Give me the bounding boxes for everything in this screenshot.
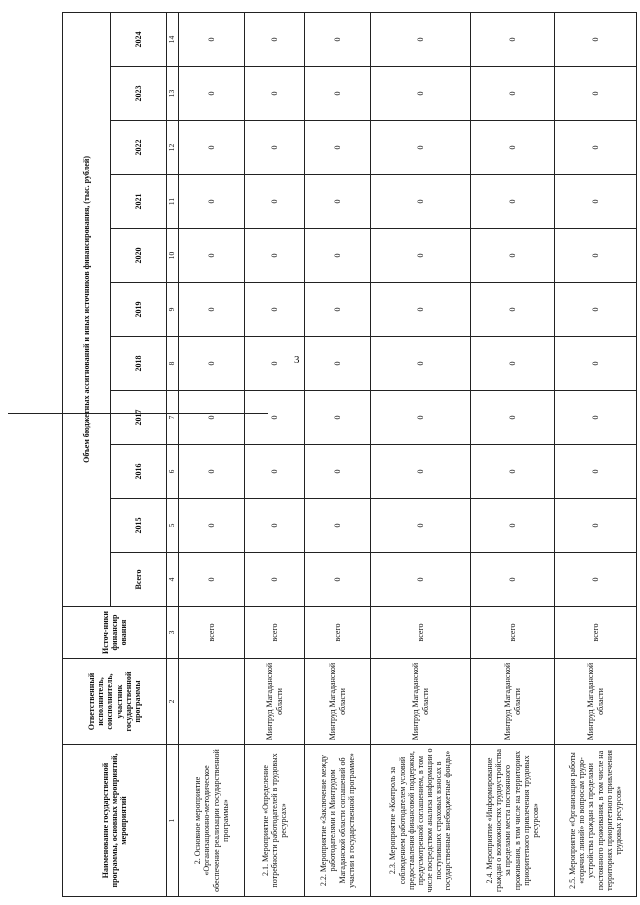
value-cell: 0 <box>179 445 245 499</box>
executor-cell: Минтруд Магаданской области <box>305 659 371 745</box>
activity-name: 2.1. Мероприятие «Определение потребности работодателей в трудовых ресурсах» <box>245 745 305 897</box>
page-number: 3 <box>294 354 300 366</box>
table-body <box>179 12 637 896</box>
value-cell: 0 <box>371 12 471 66</box>
column-number: 12 <box>167 121 179 175</box>
value-cell: 0 <box>305 553 371 607</box>
source-cell: всего <box>245 607 305 659</box>
table-row <box>371 12 471 896</box>
value-cell: 0 <box>555 12 637 66</box>
funding-table <box>62 12 637 897</box>
value-cell: 0 <box>179 121 245 175</box>
value-cell: 0 <box>555 175 637 229</box>
column-number: 5 <box>167 499 179 553</box>
column-number: 2 <box>167 659 179 745</box>
activity-name: 2. Основное мероприятие «Организационно-методическое обеспечение реализации государственной программы» <box>179 745 245 897</box>
value-cell: 0 <box>371 229 471 283</box>
header-year: 2018 <box>111 337 167 391</box>
executor-cell <box>179 659 245 745</box>
table-row <box>471 12 555 896</box>
executor-cell: Минтруд Магаданской области <box>471 659 555 745</box>
value-cell: 0 <box>179 12 245 66</box>
column-number: 9 <box>167 283 179 337</box>
value-cell: 0 <box>555 67 637 121</box>
value-cell: 0 <box>245 121 305 175</box>
value-cell: 0 <box>305 12 371 66</box>
value-cell: 0 <box>305 283 371 337</box>
activity-name: 2.5. Мероприятие «Организация работы «горячих линий» по вопросам трудо-устройства граждан за пределами постоянного проживания, в том числе на территориях приоритетного привлечения трудовых ресурсов» <box>555 745 637 897</box>
value-cell: 0 <box>371 553 471 607</box>
value-cell: 0 <box>371 283 471 337</box>
value-cell: 0 <box>371 175 471 229</box>
value-cell: 0 <box>179 283 245 337</box>
value-cell: 0 <box>555 121 637 175</box>
value-cell: 0 <box>471 553 555 607</box>
column-number: 8 <box>167 337 179 391</box>
value-cell: 0 <box>471 445 555 499</box>
value-cell: 0 <box>179 175 245 229</box>
column-number: 11 <box>167 175 179 229</box>
rotated-table-container <box>62 13 623 897</box>
header-year: 2023 <box>111 67 167 121</box>
value-cell: 0 <box>305 121 371 175</box>
header-funding-group: Объем бюджетных ассигнований и иных источников финансирования, (тыс. рублей) <box>63 12 111 606</box>
value-cell: 0 <box>245 391 305 445</box>
executor-cell: Минтруд Магаданской области <box>245 659 305 745</box>
value-cell: 0 <box>371 499 471 553</box>
value-cell: 0 <box>245 337 305 391</box>
header-year: 2017 <box>111 391 167 445</box>
column-number: 10 <box>167 229 179 283</box>
value-cell: 0 <box>471 67 555 121</box>
value-cell: 0 <box>471 12 555 66</box>
header-total: Всего <box>111 553 167 607</box>
value-cell: 0 <box>555 499 637 553</box>
value-cell: 0 <box>179 391 245 445</box>
table-row <box>555 12 637 896</box>
value-cell: 0 <box>245 229 305 283</box>
table-row <box>179 12 245 896</box>
source-cell: всего <box>371 607 471 659</box>
activity-name: 2.4. Мероприятие «Информирование граждан о возможностях трудоустройства за пределами места постоянного проживания, в том числе на территориях приоритетного привлечения трудовых ресурсов» <box>471 745 555 897</box>
value-cell: 0 <box>305 337 371 391</box>
value-cell: 0 <box>179 499 245 553</box>
value-cell: 0 <box>179 337 245 391</box>
header-name: Наименование государственной программы, основных мероприятий, мероприятий <box>63 745 167 897</box>
value-cell: 0 <box>555 229 637 283</box>
value-cell: 0 <box>245 499 305 553</box>
header-year: 2015 <box>111 499 167 553</box>
value-cell: 0 <box>471 229 555 283</box>
value-cell: 0 <box>555 337 637 391</box>
value-cell: 0 <box>471 391 555 445</box>
header-source: Источ-ники финансир ования <box>63 607 167 659</box>
column-number: 1 <box>167 745 179 897</box>
value-cell: 0 <box>245 553 305 607</box>
executor-cell: Минтруд Магаданской области <box>555 659 637 745</box>
source-cell: всего <box>555 607 637 659</box>
activity-name: 2.3. Мероприятие «Контроль за соблюдением работодателем условий предоставления финансовой поддержки, предусмотренной соглашением, в том числе посредством анализа информации о поступивших страховых взносах в государственные внебюджетные фонды» <box>371 745 471 897</box>
value-cell: 0 <box>555 391 637 445</box>
header-executor: Ответственный исполнитель, соисполнитель, участник государственной программы <box>63 659 167 745</box>
value-cell: 0 <box>371 445 471 499</box>
value-cell: 0 <box>305 445 371 499</box>
value-cell: 0 <box>305 175 371 229</box>
column-number: 6 <box>167 445 179 499</box>
value-cell: 0 <box>245 445 305 499</box>
column-number: 7 <box>167 391 179 445</box>
value-cell: 0 <box>179 67 245 121</box>
source-cell: всего <box>179 607 245 659</box>
value-cell: 0 <box>555 445 637 499</box>
value-cell: 0 <box>555 553 637 607</box>
activity-name: 2.2. Мероприятие «Заключение между работодателями и Минтрудом Магаданской области соглашений об участии в государственной программе» <box>305 745 371 897</box>
column-number-row <box>167 12 179 896</box>
column-number: 4 <box>167 553 179 607</box>
value-cell: 0 <box>245 283 305 337</box>
value-cell: 0 <box>179 553 245 607</box>
executor-cell: Минтруд Магаданской области <box>371 659 471 745</box>
header-year: 2020 <box>111 229 167 283</box>
value-cell: 0 <box>471 499 555 553</box>
source-cell: всего <box>305 607 371 659</box>
value-cell: 0 <box>371 391 471 445</box>
column-number: 3 <box>167 607 179 659</box>
column-number: 13 <box>167 67 179 121</box>
value-cell: 0 <box>371 121 471 175</box>
header-year: 2022 <box>111 121 167 175</box>
value-cell: 0 <box>245 12 305 66</box>
value-cell: 0 <box>471 283 555 337</box>
value-cell: 0 <box>471 175 555 229</box>
table-row <box>245 12 305 896</box>
value-cell: 0 <box>245 67 305 121</box>
value-cell: 0 <box>555 283 637 337</box>
header-year: 2019 <box>111 283 167 337</box>
header-year: 2021 <box>111 175 167 229</box>
value-cell: 0 <box>305 229 371 283</box>
value-cell: 0 <box>371 337 471 391</box>
table-row <box>305 12 371 896</box>
value-cell: 0 <box>245 175 305 229</box>
value-cell: 0 <box>371 67 471 121</box>
value-cell: 0 <box>305 391 371 445</box>
header-year: 2016 <box>111 445 167 499</box>
column-number: 14 <box>167 12 179 66</box>
value-cell: 0 <box>471 121 555 175</box>
value-cell: 0 <box>179 229 245 283</box>
value-cell: 0 <box>305 67 371 121</box>
value-cell: 0 <box>305 499 371 553</box>
source-cell: всего <box>471 607 555 659</box>
header-year: 2024 <box>111 12 167 66</box>
value-cell: 0 <box>471 337 555 391</box>
